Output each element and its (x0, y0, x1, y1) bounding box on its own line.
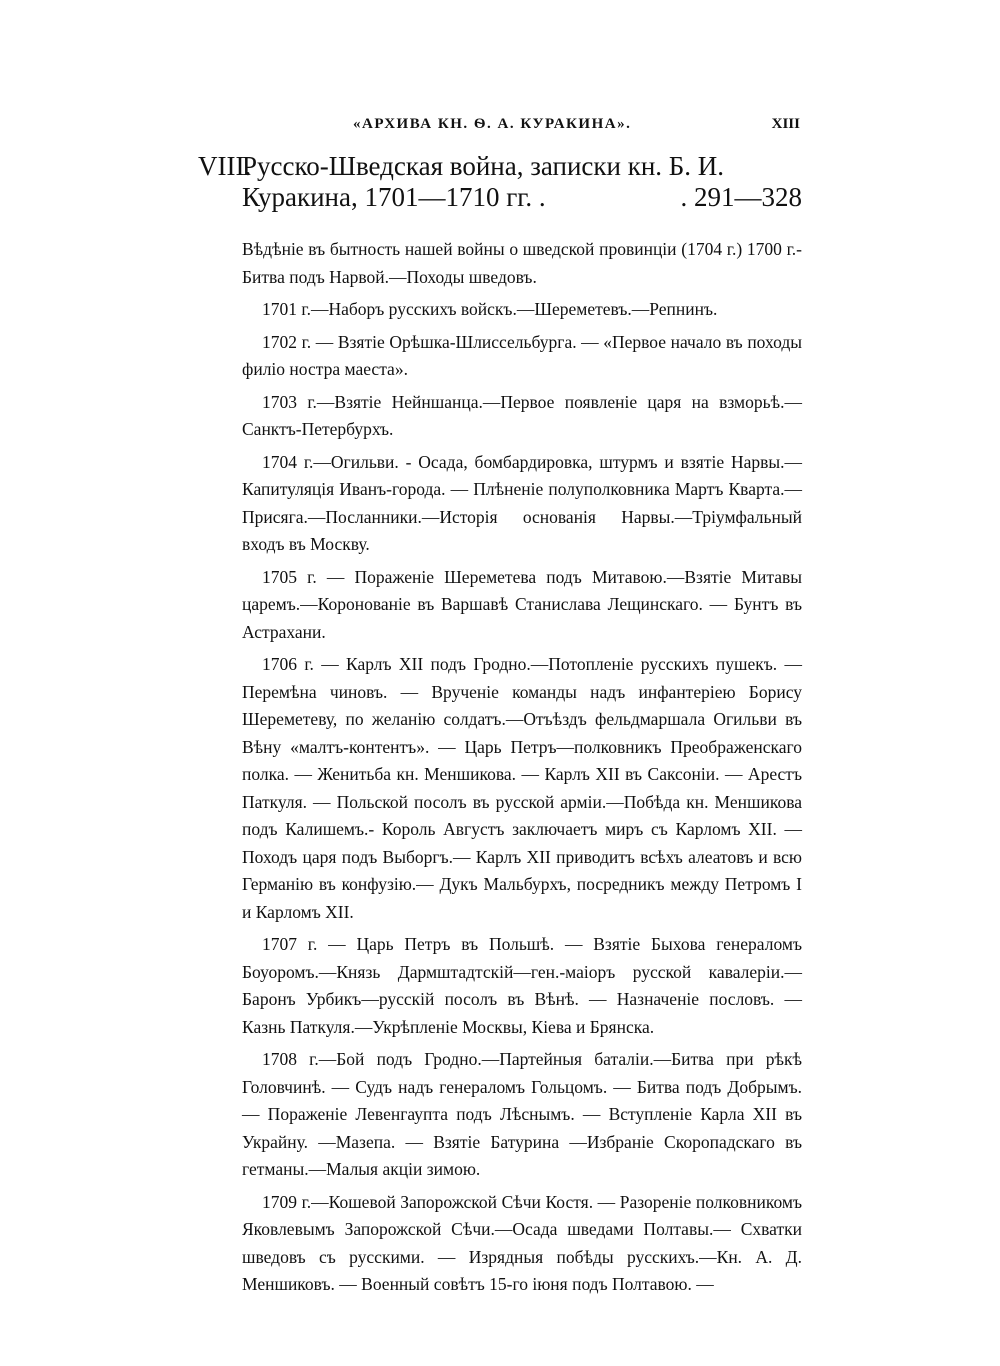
entry-intro: Вѣдѣніе въ бытность нашей войны о шведской провинціи (1704 г.) 1700 г.- Битва подъ Нарвой.—Походы шведовъ. (242, 239, 802, 287)
entry-1702: 1702 г. — Взятіе Орѣшка-Шлиссельбурга. — «Первое начало въ походы филіо ностра маеста». (242, 331, 802, 379)
section-title-line-1: Русско-Шведская война, записки кн. Б. И. (242, 151, 725, 181)
section-number: VIII. (198, 151, 252, 181)
page-number: XIII (771, 116, 800, 132)
section-heading-line-2 (198, 182, 802, 213)
entry-1705: 1705 г. — Пораженіе Шереметева подъ Митавою.—Взятіе Митавы царемъ.—Коронованіе въ Варшавѣ Станислава Лещинскаго. — Бунтъ въ Астрахани. (242, 566, 802, 642)
entry-1706: 1706 г. — Карлъ XII подъ Гродно.—Потопленіе русскихъ пушекъ. — Перемѣна чиновъ. — Врученіе команды надъ инфантеріею Борису Шереметеву, по желанію солдатъ.—Отъѣздъ фельдмаршала Огильви въ Вѣну «малтъ-контентъ». — Царь Петръ—полковникъ Преображенскаго полка. — Женитьба кн. Меншикова. — Карлъ XII въ Саксоніи. — Арестъ Паткуля. — Польской посолъ въ русской арміи.—Побѣда кн. Меншикова подъ Калишемъ.- Король Августъ заключаетъ миръ съ Карломъ XII. —Походъ царя подъ Выборгъ.— Карлъ XII приводитъ всѣхъ алеатовъ и всю Германію въ конфузію.— Дукъ Мальбурхъ, посредникъ между Петромъ I и Карломъ XII. (242, 654, 802, 922)
entry-1704: 1704 г.—Огильви. - Осада, бомбардировка, штурмъ и взятіе Нарвы.—Капитуляція Иванъ-города. — Плѣненіе полуполковника Мартъ Кварта.—Присяга.—Посланники.—Исторія основанія Нарвы.—Тріумфальный входъ въ Москву. (242, 451, 802, 554)
entry-1703: 1703 г.—Взятіе Нейншанца.—Первое появленіе царя на взморьѣ.—Санктъ-Петербурхъ. (242, 391, 802, 439)
entry-1709: 1709 г.—Кошевой Запорожской Сѣчи Костя. — Разореніе полковникомъ Яковлевымъ Запорожской Сѣчи.—Осада шведами Полтавы.— Схватки шведовъ съ русскими. — Изрядныя побѣды русскихъ.—Кн. А. Д. Меншиковъ. — Военный совѣтъ 15-го іюня подъ Полтавою. — (242, 1191, 802, 1294)
entry-1707: 1707 г. — Царь Петръ въ Польшѣ. — Взятіе Быхова генераломъ Боуоромъ.—Князь Дармштадтскій—ген.-маіоръ русской кавалеріи.—Баронъ Урбикъ—русскій посолъ въ Вѣнѣ. — Назначеніе пословъ. — Казнь Паткуля.—Укрѣпленіе Москвы, Кіева и Брянска. (242, 934, 802, 1037)
section-title-line-2: Куракина, 1701—1710 гг. . (242, 182, 546, 212)
entry-1708: 1708 г.—Бой подъ Гродно.—Партейныя баталіи.—Битва при рѣкѣ Головчинѣ. — Судъ надъ генераломъ Гольцомъ. — Битва подъ Добрымъ. — Пораженіе Левенгаупта подъ Лѣснымъ. — Вступленіе Карла XII въ Украйну. —Мазепа. — Взятіе Батурина —Избраніе Скоропадскаго въ гетманы.—Малыя акціи зимою. (242, 1049, 802, 1179)
running-head (240, 116, 800, 136)
entry-1701: 1701 г.—Наборъ русскихъ войскъ.—Шереметевъ.—Репнинъ. (262, 299, 718, 319)
contents-entries (242, 236, 802, 1304)
running-head-title: «АРХИВА КН. Ѳ. А. КУРАКИНА». (353, 116, 632, 132)
section-heading-line-1 (198, 151, 802, 182)
section-heading (198, 151, 802, 213)
section-page-range: . 291—328 (680, 182, 802, 212)
